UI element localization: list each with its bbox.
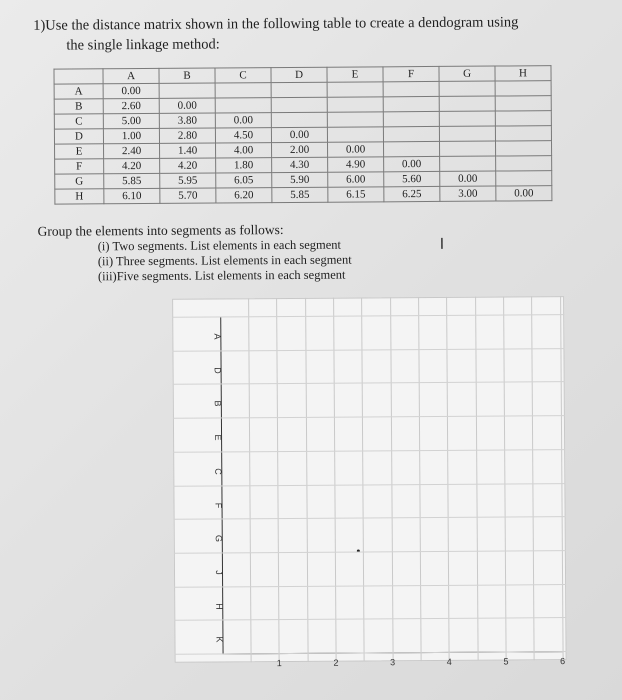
matrix-cell: 2.00	[272, 142, 328, 157]
x-tick-label: 2	[333, 657, 339, 668]
matrix-cell	[383, 81, 439, 96]
matrix-cell	[383, 141, 439, 156]
matrix-cell: 0.00	[271, 127, 327, 142]
dendrogram-category-label: K	[214, 636, 225, 643]
matrix-cell	[440, 156, 496, 171]
distance-matrix-table	[53, 65, 552, 204]
dendrogram-category-label: G	[213, 535, 224, 543]
matrix-column-header: E	[327, 67, 383, 82]
matrix-cell: 0.00	[159, 98, 215, 113]
dendrogram-category-label: E	[213, 434, 224, 441]
matrix-cell: 0.00	[103, 83, 159, 98]
matrix-row-header: G	[55, 174, 104, 189]
matrix-cell: 6.25	[384, 186, 440, 201]
matrix-cell: 6.20	[216, 188, 272, 203]
matrix-cell: 5.00	[103, 113, 159, 128]
matrix-cell	[215, 83, 271, 98]
matrix-cell: 4.90	[328, 157, 384, 172]
dendrogram-category-label: H	[214, 602, 225, 610]
matrix-cell: 3.00	[440, 186, 496, 201]
matrix-column-header: C	[215, 68, 271, 83]
matrix-cell: 1.80	[216, 158, 272, 173]
dendrogram-category-label: D	[212, 366, 223, 374]
matrix-cell: 2.40	[104, 143, 160, 158]
matrix-cell: 4.00	[216, 143, 272, 158]
matrix-cell	[215, 98, 271, 113]
matrix-row-header: D	[54, 129, 103, 144]
matrix-column-header: H	[495, 66, 551, 81]
matrix-cell	[383, 111, 439, 126]
matrix-cell: 2.80	[159, 128, 215, 143]
matrix-row	[55, 186, 552, 204]
x-tick-label: 3	[390, 657, 396, 668]
grouping-task-item: (i) Two segments. List elements in each segment	[97, 237, 342, 254]
matrix-cell	[327, 127, 383, 142]
matrix-cell	[271, 112, 327, 127]
matrix-cell	[327, 97, 383, 112]
matrix-cell: 0.00	[215, 113, 271, 128]
matrix-cell	[439, 111, 495, 126]
matrix-column-header: D	[271, 67, 327, 82]
dendrogram-category-label: F	[213, 502, 224, 508]
matrix-cell: 5.85	[272, 187, 328, 202]
matrix-cell	[159, 83, 215, 98]
matrix-cell	[496, 171, 552, 186]
matrix-row-header: H	[55, 189, 104, 204]
matrix-cell: 1.00	[103, 128, 159, 143]
matrix-cell: 6.10	[104, 188, 160, 203]
matrix-cell	[439, 96, 495, 111]
dendrogram-category-label: C	[213, 467, 224, 475]
x-tick-label: 1	[276, 658, 282, 669]
grouping-heading: Group the elements into segments as follows:	[37, 222, 284, 239]
question-line-2: the single linkage method:	[66, 36, 220, 54]
matrix-cell: 6.05	[216, 173, 272, 188]
matrix-cell	[495, 111, 551, 126]
matrix-cell: 4.30	[272, 157, 328, 172]
matrix-cell	[496, 156, 552, 171]
matrix-cell: 1.40	[160, 143, 216, 158]
matrix-column-header: F	[383, 66, 439, 81]
matrix-cell	[439, 81, 495, 96]
matrix-cell: 5.95	[160, 173, 216, 188]
matrix-row-header: E	[55, 144, 104, 159]
matrix-cell: 0.00	[440, 171, 496, 186]
grouping-task-list	[98, 238, 352, 285]
matrix-cell: 2.60	[103, 98, 159, 113]
matrix-cell: 4.20	[104, 158, 160, 173]
matrix-cell: 4.50	[215, 128, 271, 143]
dendrogram-category-label: J	[213, 570, 225, 575]
matrix-cell: 0.00	[496, 186, 552, 201]
matrix-corner-cell	[54, 69, 103, 84]
matrix-column-header: G	[439, 66, 495, 81]
matrix-cell: 0.00	[384, 156, 440, 171]
text-cursor-icon: I	[439, 234, 445, 253]
matrix-cell: 5.90	[272, 172, 328, 187]
grouping-task-item: (ii) Three segments. List elements in each segment	[97, 252, 352, 269]
matrix-cell: 6.00	[328, 172, 384, 187]
matrix-column-header: B	[159, 68, 215, 83]
matrix-cell: 5.85	[104, 173, 160, 188]
x-tick-label: 4	[446, 656, 452, 667]
matrix-cell: 0.00	[328, 142, 384, 157]
matrix-cell	[327, 112, 383, 127]
x-tick-label: 6	[560, 656, 566, 667]
matrix-row-header: F	[55, 159, 104, 174]
dendrogram-category-label: A	[212, 333, 223, 340]
grouping-task-item: (iii)Five segments. List elements in each segment	[97, 267, 346, 284]
matrix-cell	[495, 141, 551, 156]
matrix-cell	[495, 96, 551, 111]
matrix-cell: 5.60	[384, 171, 440, 186]
dendrogram-grid	[172, 296, 567, 679]
matrix-cell	[439, 126, 495, 141]
matrix-cell	[495, 81, 551, 96]
matrix-cell	[383, 96, 439, 111]
matrix-cell: 6.15	[328, 187, 384, 202]
matrix-cell: 5.70	[160, 188, 216, 203]
matrix-row-header: A	[54, 84, 103, 99]
question-line-1: 1)Use the distance matrix shown in the following table to create a dendogram using	[33, 14, 519, 34]
matrix-cell: 4.20	[160, 158, 216, 173]
x-tick-label: 5	[503, 656, 509, 667]
matrix-cell	[271, 82, 327, 97]
matrix-cell	[495, 126, 551, 141]
matrix-column-header: A	[103, 68, 159, 83]
matrix-row-header: C	[54, 114, 103, 129]
question-text	[33, 12, 593, 56]
matrix-cell	[439, 141, 495, 156]
matrix-cell	[271, 97, 327, 112]
matrix-cell	[383, 126, 439, 141]
distance-matrix-body	[54, 66, 552, 204]
matrix-row-header: B	[54, 99, 103, 114]
dendrogram-category-label: B	[212, 400, 223, 407]
matrix-cell	[327, 82, 383, 97]
matrix-cell: 3.80	[159, 113, 215, 128]
